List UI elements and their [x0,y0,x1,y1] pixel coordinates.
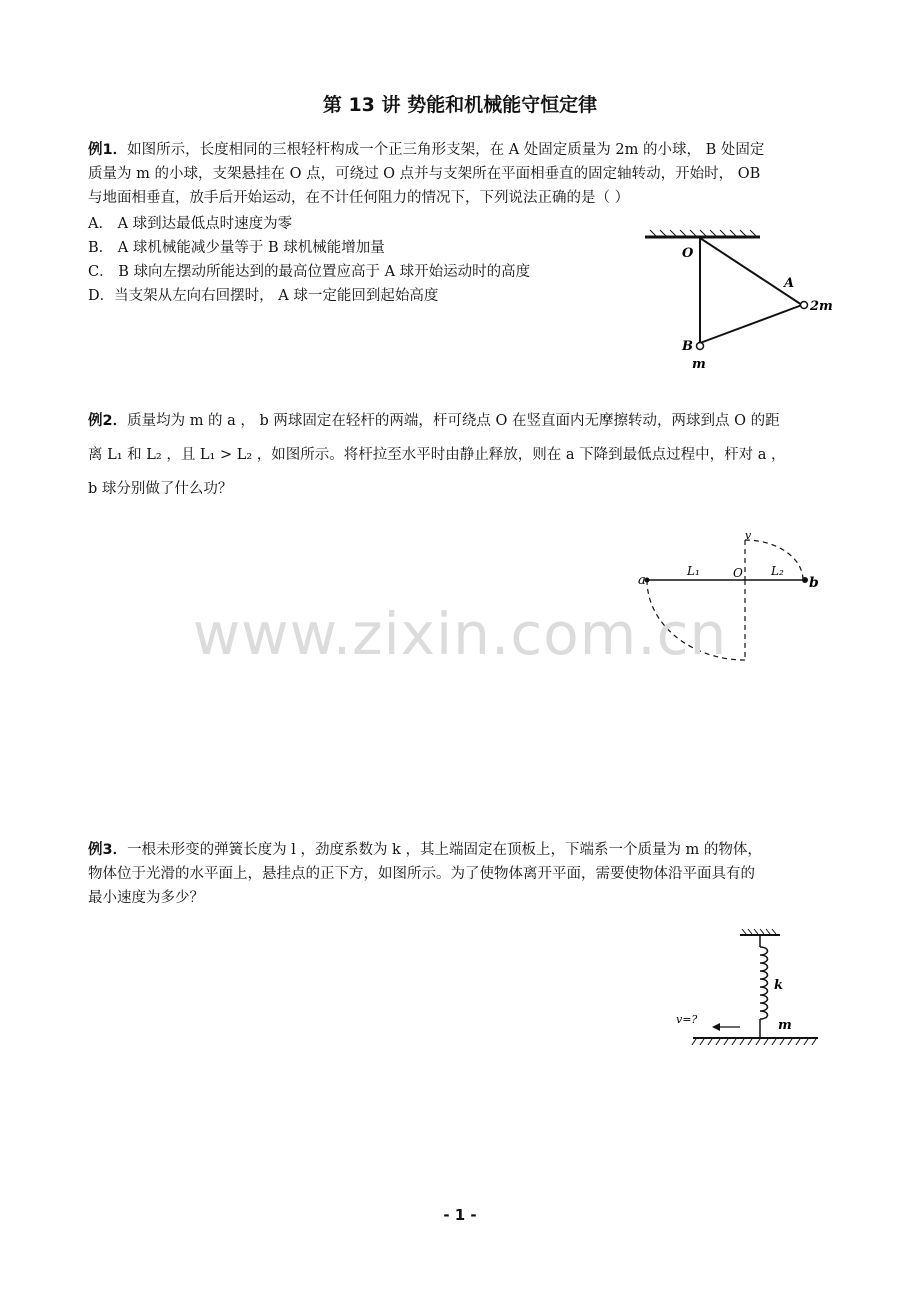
example1-label: 例1． [88,142,128,158]
example1-option-d: D．当支架从左向右回摆时， A 球一定能回到起始高度 [88,288,439,304]
label-2m: 2m [810,299,833,314]
label-A: A [784,276,795,291]
label-v: v [745,529,752,542]
label-a: a [638,573,646,588]
label-B: B [682,339,693,354]
label-m: m [692,357,706,372]
watermark: www.zixin.com.cn [192,600,728,668]
label-b: b [809,575,819,591]
label-O: O [682,246,694,261]
example1-line3: 与地面相垂直，放手后开始运动，在不计任何阻力的情况下，下列说法正确的是（ ） [88,190,630,206]
label-L1: L₁ [687,564,700,578]
example2-line2: 离 L₁ 和 L₂ ，且 L₁ > L₂ ，如图所示。将杆拉至水平时由静止释放，则在 a 下降到最低点过程中，杆对 a ， [88,447,786,463]
example3-line2: 物体位于光滑的水平面上，悬挂点的正下方，如图所示。为了使物体离开平面，需要使物体沿平面具有的 [88,866,755,882]
example2-line3: b 球分别做了什么功？ [88,481,233,497]
example3-label: 例3． [88,842,128,858]
example3-text [88,838,833,910]
example3-line1: 一根未形变的弹簧长度为 l ，劲度系数为 k ，其上端固定在顶板上，下端系一个质量为 m 的物体， [127,842,762,858]
example1-option-b: B． A 球机械能减少量等于 B 球机械能增加量 [88,240,385,256]
page-title: 第 13 讲 势能和机械能守恒定律 [322,94,598,116]
example1-option-a: A． A 球到达最低点时速度为零 [88,216,293,232]
page-number: - 1 - [443,1206,477,1224]
label-m3: m [778,1018,792,1033]
triangle-frame-figure [640,225,840,375]
spring-figure [668,925,828,1055]
label-O2: O [733,566,743,580]
example2-label: 例2． [88,413,128,429]
label-L2: L₂ [771,564,784,578]
example2-line1: 质量均为 m 的 a ， b 两球固定在轻杆的两端，杆可绕点 O 在竖直面内无摩擦转动，两球到点 O 的距 [127,413,780,429]
label-v3: v=? [676,1013,698,1026]
example2-text [88,404,833,506]
example1-line2: 质量为 m 的小球，支架悬挂在 O 点，可绕过 O 点并与支架所在平面相垂直的固定轴转动，开始时， OB [88,166,761,182]
example1-text [88,138,833,210]
label-k: k [774,978,784,993]
example1-line1: 如图所示，长度相同的三根轻杆构成一个正三角形支架，在 A 处固定质量为 2m 的小球， B 处固定 [127,142,765,158]
example1-option-c: C． B 球向左摆动所能达到的最高位置应高于 A 球开始运动时的高度 [88,264,531,280]
example3-line3: 最小速度为多少？ [88,890,204,906]
